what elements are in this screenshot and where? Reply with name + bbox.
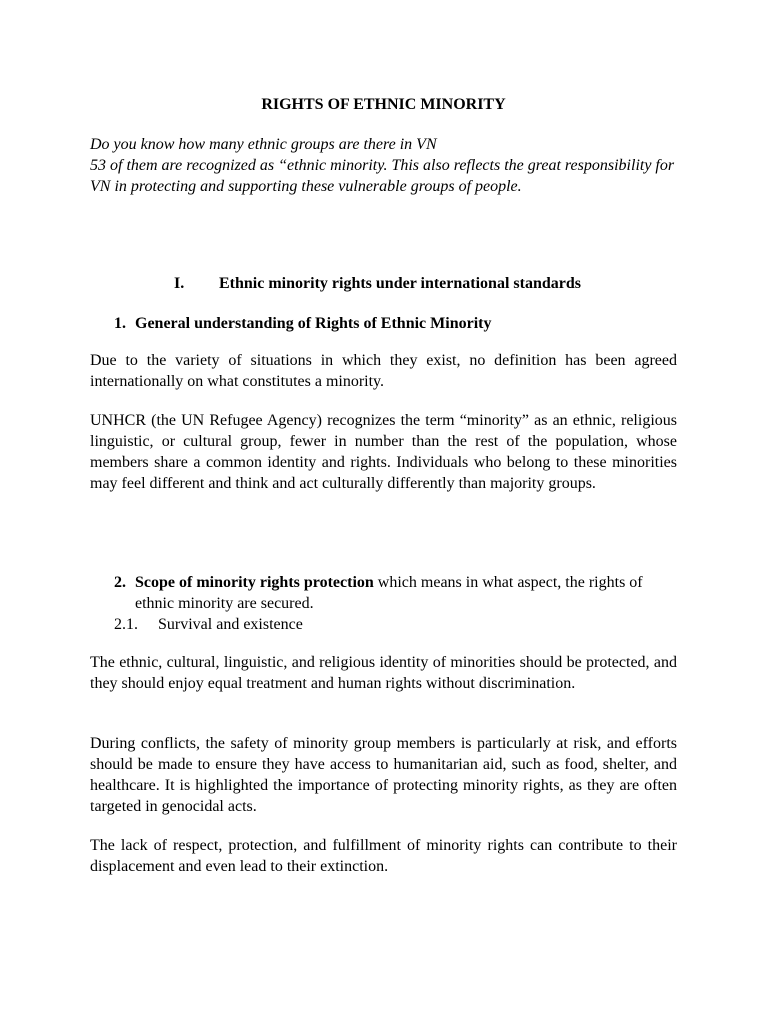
section-1-heading	[174, 273, 581, 294]
subsection-1-number: 1.	[114, 315, 126, 332]
subsubsection-2-1-number: 2.1.	[114, 616, 138, 633]
section-1-title: Ethnic minority rights under international standards	[219, 275, 581, 292]
subsection-1-heading	[114, 313, 491, 334]
paragraph-identity: The ethnic, cultural, linguistic, and religious identity of minorities should be protected, and they should enjoy equal treatment and human rights without discrimination.	[90, 654, 677, 692]
paragraph-unhcr: UNHCR (the UN Refugee Agency) recognizes the term “minority” as an ethnic, religious linguistic, or cultural group, fewer in number than the rest of the population, whose members share a common identity and rights. Individuals who belong to these minorities may feel different and think and act culturally differently than majority groups.	[90, 412, 677, 492]
subsubsection-2-1-title: Survival and existence	[158, 616, 303, 633]
subsection-2-description: which means in what aspect, the rights of ethnic minority are secured.	[135, 574, 643, 612]
subsection-2-number: 2.	[114, 574, 126, 591]
intro-line-2: 53 of them are recognized as “ethnic minority. This also reflects the great responsibility for VN in protecting and supporting these vulnerable groups of people.	[90, 157, 675, 195]
subsection-2-heading	[114, 572, 677, 614]
subsubsection-2-1-heading	[114, 614, 303, 635]
section-1-number: I.	[174, 275, 185, 292]
subsection-2-text	[114, 572, 677, 614]
intro-paragraph	[90, 134, 677, 197]
paragraph-definition: Due to the variety of situations in which they exist, no definition has been agreed internationally on what constitutes a minority.	[90, 352, 677, 390]
document-title: RIGHTS OF ETHNIC MINORITY	[261, 96, 506, 113]
subsection-1-title: General understanding of Rights of Ethnic Minority	[135, 315, 492, 332]
subsection-2-title: Scope of minority rights protection	[135, 574, 374, 591]
intro-line-1: Do you know how many ethnic groups are there in VN	[90, 136, 437, 153]
paragraph-conflicts: During conflicts, the safety of minority group members is particularly at risk, and efforts should be made to ensure they have access to humanitarian aid, such as food, shelter, and healthcare. It is highlighted the importance of protecting minority rights, as they are often targeted in genocidal acts.	[90, 735, 677, 815]
paragraph-lack-of-respect: The lack of respect, protection, and fulfillment of minority rights can contribute to their displacement and even lead to their extinction.	[90, 837, 677, 875]
